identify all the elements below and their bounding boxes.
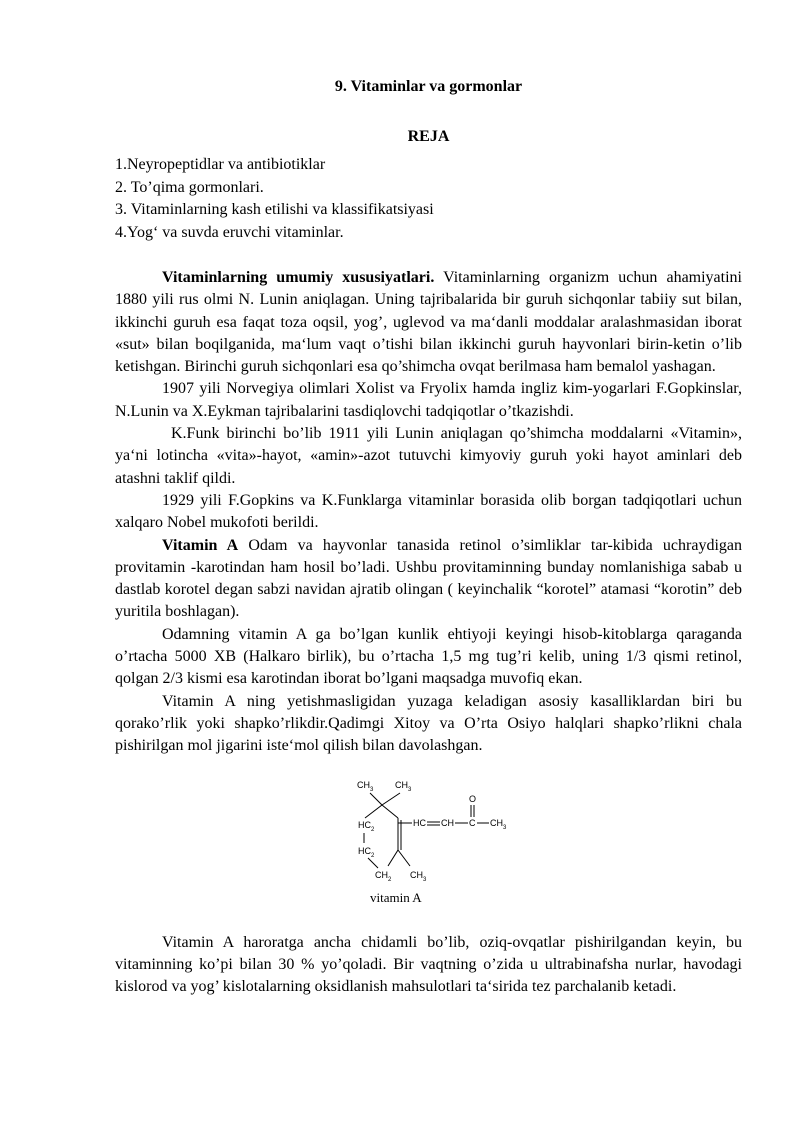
plan-list: [115, 154, 742, 244]
vitamin-a-structure-figure: [115, 768, 742, 928]
label-ch2: $CH_2$: [375, 869, 392, 883]
paragraph: Vitamin A Odam va hayvonlar tanasida retinol o’simliklar tar-kibida uchraydigan provitamin -karotindan ham hosil bo’ladi. Ushbu provitaminning bunday nomlanishiga sabab u dastlab korotel degan sabzi navidan ajratib olingan ( keyinchalik “korotel” atamasi “korotin” deb yuritila boshlagan).: [115, 536, 742, 621]
vitamin-a-structure-diagram: [340, 778, 520, 908]
paragraph-lead: Vitamin A: [162, 536, 239, 554]
label-ch3: $CH_3$: [395, 779, 412, 793]
paragraph: 1907 yili Norvegiya olimlari Xolist va Fryolix hamda ingliz kim-yogarlari F.Gopkinslar, N.Lunin va X.Eykman tajribalarini tasdiqlovchi tadqiqotlar o’tkazishdi.: [115, 380, 742, 420]
document-page: [115, 76, 742, 998]
paragraph: Odamning vitamin A ga bo’lgan kunlik ehtiyoji keyingi hisob-kitoblarga qaraganda o’rtacha 5000 XB (Halkaro birlik), bu o’rtacha 1,5 mg tug’ri kelib, uning 1/3 qismi retinol, qolgan 2/3 kismi esa karotindan iborat bo’lgani maqsadga muvofiq ekan.: [115, 625, 742, 688]
paragraph: Vitaminlarning umumiy xususiyatlari. Vitaminlarning organizm uchun ahamiyatini 1880 yili rus olmi N. Lunin aniqlagan. Uning tajribalarida bir guruh sichqonlar tabiiy sut bilan, ikkinchi guruh esa faqat toza oqsil, yog’, uglevod va ma‘danli moddalar aralashmasidan iborat «sut» bilan boqilganida, ma‘lum vaqt o’tishi bilan ikkinchi guruh hayvonlari birin-ketin o’lib ketishgan. Birinchi guruh sichqonlari esa qo’shimcha ovqat berilmasa ham bemalol yashagan.: [115, 269, 742, 376]
document-title: 9. Vitaminlar va gormonlar: [334, 78, 523, 95]
figure-caption: vitamin A: [370, 889, 422, 905]
label-c: C: [469, 817, 476, 828]
label-hc: HC: [413, 817, 426, 828]
paragraph-lead: Vitaminlarning umumiy xususiyatlari.: [162, 269, 435, 286]
plan-item: 1.Neyropeptidlar va antibiotiklar: [115, 156, 326, 173]
label-ch: CH: [441, 817, 454, 828]
label-hc2: $HC_2$: [358, 845, 375, 859]
plan-item: 2. To’qima gormonlari.: [115, 178, 264, 196]
label-ch3: $CH_3$: [357, 779, 374, 793]
paragraph: Vitamin A ning yetishmasligidan yuzaga keladigan asosiy kasalliklardan biri bu qorako’rlik yoki shapko’rlikdir.Qadimgi Xitoy va O’rta Osiyo halqlari shapko’rlikni chala pishirilgan mol jigarini iste‘mol qilish bilan davolashgan.: [115, 692, 742, 755]
paragraph: Vitamin A haroratga ancha chidamli bo’lib, oziq-ovqatlar pishirilgandan keyin, bu vitaminning ko’pi bilan 30 % yo’qoladi. Bir vaqtning o’zida u ultrabinafsha nurlar, havodagi kislorod va yog’ kislotalarning oksidlanish mahsulotlari ta‘sirida tez parchalanib ketadi.: [115, 933, 742, 996]
paragraph: 1929 yili F.Gopkins va K.Funklarga vitaminlar borasida olib borgan tadqiqotlari uchun xalqaro Nobel mukofoti berildi.: [115, 491, 742, 532]
paragraph: K.Funk birinchi bo’lib 1911 yili Lunin aniqlagan qo’shimcha moddalarni «Vitamin», ya‘ni lotincha «vita»-hayot, «amin»-azot tutuvchi kimyoviy guruh yoki hayot aminlari deb atashni taklif qildi.: [115, 425, 742, 487]
body-text: [115, 267, 742, 758]
label-hc2: $HC_2$: [358, 819, 375, 833]
label-ch3: $CH_3$: [490, 817, 507, 831]
plan-item: 4.Yog‘ va suvda eruvchi vitaminlar.: [115, 223, 344, 241]
label-ch3: $CH_3$: [410, 869, 427, 883]
body-text-continued: [115, 932, 742, 999]
plan-item: 3. Vitaminlarning kash etilishi va klassifikatsiyasi: [115, 201, 434, 218]
label-o: O: [469, 793, 477, 804]
plan-heading: REJA: [407, 128, 450, 145]
